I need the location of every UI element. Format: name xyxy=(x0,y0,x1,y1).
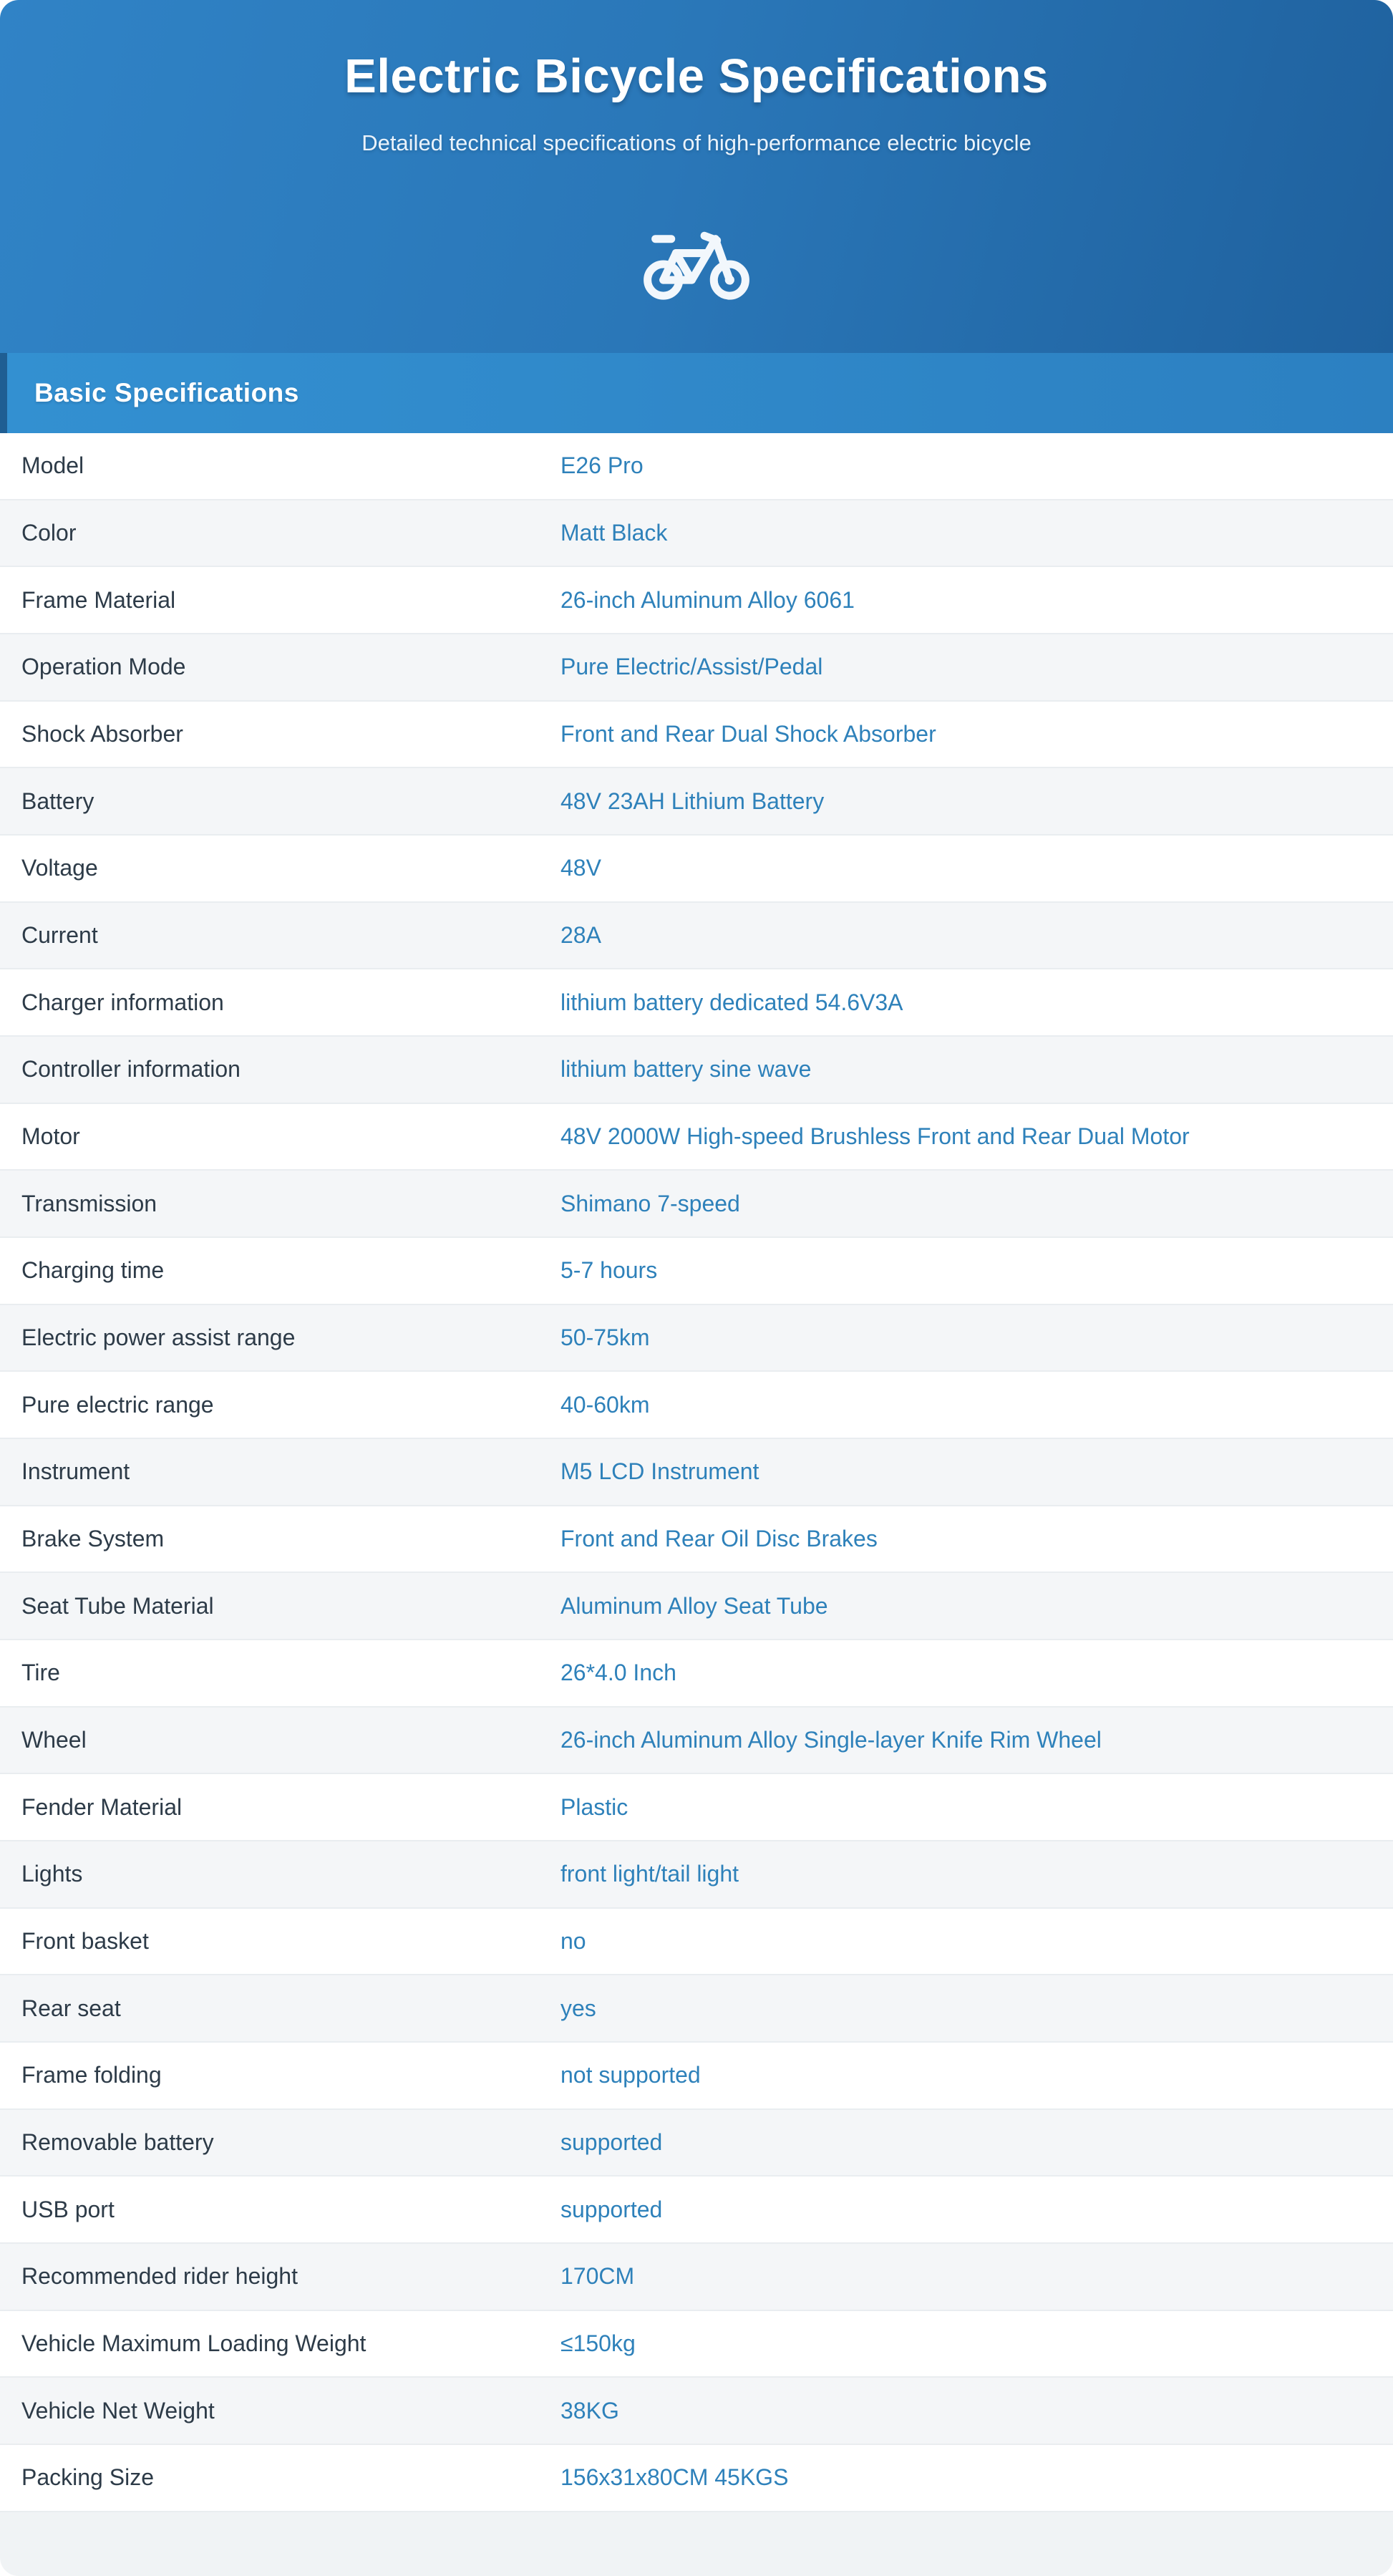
spec-row xyxy=(0,1974,1393,2041)
spec-value: supported xyxy=(560,2196,663,2222)
spec-label: Shock Absorber xyxy=(21,721,183,747)
spec-row xyxy=(0,499,1393,566)
spec-value: Matt Black xyxy=(560,520,668,546)
spec-label: Brake System xyxy=(21,1526,165,1552)
spec-row xyxy=(0,566,1393,633)
spec-label: Pure electric range xyxy=(21,1391,214,1418)
spec-row xyxy=(0,1907,1393,1975)
spec-row xyxy=(0,433,1393,499)
spec-label: Vehicle Maximum Loading Weight xyxy=(21,2330,367,2357)
page-subtitle: Detailed technical specifications of high-performance electric bicycle xyxy=(361,130,1032,155)
spec-row xyxy=(0,2175,1393,2242)
page-title: Electric Bicycle Specifications xyxy=(344,49,1049,103)
spec-label: Color xyxy=(21,520,77,546)
spec-value: 170CM xyxy=(560,2263,635,2290)
spec-label: Voltage xyxy=(21,855,98,881)
spec-label: Motor xyxy=(21,1123,80,1150)
spec-label: Packing Size xyxy=(21,2464,154,2491)
spec-value: Front and Rear Dual Shock Absorber xyxy=(560,721,936,747)
spec-row xyxy=(0,1572,1393,1639)
spec-table xyxy=(0,433,1393,2511)
spec-value: Front and Rear Oil Disc Brakes xyxy=(560,1526,878,1552)
spec-value: front light/tail light xyxy=(560,1861,739,1887)
spec-label: Charging time xyxy=(21,1257,165,1284)
spec-row xyxy=(0,2376,1393,2444)
spec-value: 50-75km xyxy=(560,1325,650,1351)
spec-row xyxy=(0,1035,1393,1103)
spec-label: USB port xyxy=(21,2196,115,2222)
spec-row xyxy=(0,1304,1393,1371)
spec-row xyxy=(0,1706,1393,1773)
spec-row xyxy=(0,633,1393,700)
spec-value: ≤150kg xyxy=(560,2330,636,2357)
spec-value: lithium battery dedicated 54.6V3A xyxy=(560,989,903,1015)
spec-label: Transmission xyxy=(21,1190,157,1216)
spec-value: 26-inch Aluminum Alloy Single-layer Knife Rim Wheel xyxy=(560,1727,1102,1753)
spec-value: Shimano 7-speed xyxy=(560,1190,740,1216)
spec-value: E26 Pro xyxy=(560,452,644,479)
spec-value: supported xyxy=(560,2129,663,2156)
spec-value: not supported xyxy=(560,2062,701,2088)
spec-value: 28A xyxy=(560,922,601,949)
section-title: Basic Specifications xyxy=(34,378,299,407)
spec-label: Seat Tube Material xyxy=(21,1592,214,1619)
spec-row xyxy=(0,1236,1393,1304)
spec-label: Tire xyxy=(21,1660,60,1686)
spec-label: Instrument xyxy=(21,1458,130,1485)
spec-label: Recommended rider height xyxy=(21,2263,298,2290)
spec-row xyxy=(0,2041,1393,2108)
spec-row xyxy=(0,2108,1393,2176)
spec-label: Battery xyxy=(21,788,94,814)
spec-row xyxy=(0,2444,1393,2511)
spec-label: Lights xyxy=(21,1861,83,1887)
spec-value: 48V xyxy=(560,855,601,881)
spec-value: 5-7 hours xyxy=(560,1257,658,1284)
spec-label: Front basket xyxy=(21,1928,149,1955)
spec-row xyxy=(0,1505,1393,1572)
spec-row xyxy=(0,767,1393,834)
spec-row xyxy=(0,1370,1393,1438)
spec-label: Frame folding xyxy=(21,2062,162,2088)
spec-value: M5 LCD Instrument xyxy=(560,1458,759,1485)
bicycle-icon xyxy=(643,226,750,302)
spec-label: Electric power assist range xyxy=(21,1325,296,1351)
spec-row xyxy=(0,968,1393,1035)
spec-value: lithium battery sine wave xyxy=(560,1056,812,1083)
spec-row xyxy=(0,1840,1393,1907)
spec-label: Frame Material xyxy=(21,586,176,613)
spec-row xyxy=(0,1773,1393,1840)
spec-label: Operation Mode xyxy=(21,654,186,680)
spec-value: 38KG xyxy=(560,2397,619,2424)
spec-value: 48V 23AH Lithium Battery xyxy=(560,788,825,814)
section-header-basic-specifications xyxy=(0,353,1393,433)
spec-row xyxy=(0,834,1393,901)
spec-value: Pure Electric/Assist/Pedal xyxy=(560,654,823,680)
spec-value: 156x31x80CM 45KGS xyxy=(560,2464,789,2491)
spec-value: 26*4.0 Inch xyxy=(560,1660,676,1686)
spec-label: Vehicle Net Weight xyxy=(21,2397,215,2424)
spec-value: Aluminum Alloy Seat Tube xyxy=(560,1592,828,1619)
spec-row xyxy=(0,2310,1393,2377)
spec-label: Charger information xyxy=(21,989,224,1015)
spec-value: 40-60km xyxy=(560,1391,650,1418)
page-footer xyxy=(0,2511,1393,2576)
spec-label: Rear seat xyxy=(21,1995,121,2021)
spec-row xyxy=(0,2242,1393,2310)
hero-header xyxy=(0,0,1393,353)
spec-row xyxy=(0,1639,1393,1706)
spec-row xyxy=(0,1169,1393,1236)
spec-value: no xyxy=(560,1928,586,1955)
spec-value: Plastic xyxy=(560,1793,628,1820)
spec-value: 48V 2000W High-speed Brushless Front and Rear Dual Motor xyxy=(560,1123,1190,1150)
spec-row xyxy=(0,700,1393,768)
spec-label: Removable battery xyxy=(21,2129,214,2156)
spec-row xyxy=(0,901,1393,969)
spec-label: Controller information xyxy=(21,1056,241,1083)
spec-label: Model xyxy=(21,452,84,479)
spec-value: 26-inch Aluminum Alloy 6061 xyxy=(560,586,855,613)
spec-row xyxy=(0,1103,1393,1170)
spec-value: yes xyxy=(560,1995,596,2021)
spec-label: Current xyxy=(21,922,98,949)
spec-label: Wheel xyxy=(21,1727,87,1753)
spec-label: Fender Material xyxy=(21,1793,183,1820)
spec-row xyxy=(0,1438,1393,1505)
